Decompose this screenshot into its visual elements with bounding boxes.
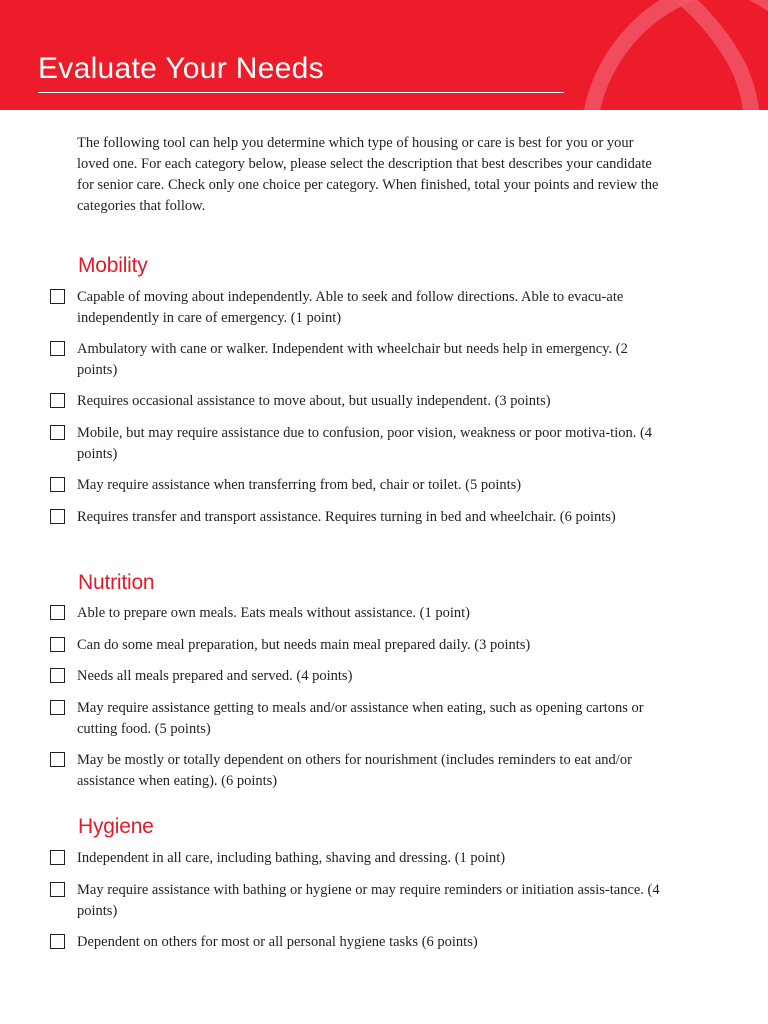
page-title: Evaluate Your Needs	[38, 52, 324, 85]
checkbox[interactable]	[50, 934, 65, 949]
intro-paragraph: The following tool can help you determine which type of housing or care is best for you or your loved one. For each category below, please select the description that best describes your candidate for senior care. Check only one choice per category. When finished, total your points and review the categories that follow.	[77, 135, 659, 214]
checkbox[interactable]	[50, 393, 65, 408]
checkbox[interactable]	[50, 425, 65, 440]
option-label: May be mostly or totally dependent on others for nourishment (includes reminders to eat and/or assistance when eating). (6 points)	[77, 752, 632, 789]
option-label: May require assistance with bathing or hygiene or may require reminders or initiation assis-tance. (4 points)	[77, 882, 660, 919]
option-label: Mobile, but may require assistance due to confusion, poor vision, weakness or poor motiva-tion. (4 points)	[77, 425, 653, 462]
option-label: Can do some meal preparation, but needs main meal prepared daily. (3 points)	[77, 637, 531, 653]
checkbox[interactable]	[50, 668, 65, 683]
checkbox[interactable]	[50, 700, 65, 715]
section-title: Mobility	[78, 254, 148, 277]
section-title: Hygiene	[78, 815, 154, 838]
option-label: Capable of moving about independently. Able to seek and follow directions. Able to evacu-ate independently in care of emergency. (1 point)	[77, 289, 624, 326]
option-label: May require assistance when transferring from bed, chair or toilet. (5 points)	[77, 477, 522, 493]
option-label: Independent in all care, including bathing, shaving and dressing. (1 point)	[77, 850, 506, 866]
checkbox[interactable]	[50, 289, 65, 304]
checkbox[interactable]	[50, 752, 65, 767]
option-label: Requires occasional assistance to move about, but usually independent. (3 points)	[77, 393, 551, 409]
checkbox[interactable]	[50, 477, 65, 492]
checkbox[interactable]	[50, 850, 65, 865]
checkbox[interactable]	[50, 882, 65, 897]
header-banner	[0, 0, 768, 110]
option-label: Dependent on others for most or all personal hygiene tasks (6 points)	[77, 934, 478, 950]
checkbox[interactable]	[50, 509, 65, 524]
option-label: Ambulatory with cane or walker. Independent with wheelchair but needs help in emergency. (2 points)	[77, 341, 628, 378]
option-label: May require assistance getting to meals and/or assistance when eating, such as opening cartons or cutting food. (5 points)	[77, 700, 644, 737]
checkbox[interactable]	[50, 605, 65, 620]
option-label: Requires transfer and transport assistance. Requires turning in bed and wheelchair. (6 points)	[77, 509, 616, 525]
title-underline	[38, 92, 564, 93]
option-label: Able to prepare own meals. Eats meals without assistance. (1 point)	[77, 605, 471, 621]
option-label: Needs all meals prepared and served. (4 points)	[77, 668, 353, 684]
checkbox[interactable]	[50, 637, 65, 652]
section-title: Nutrition	[78, 571, 155, 594]
checkbox[interactable]	[50, 341, 65, 356]
